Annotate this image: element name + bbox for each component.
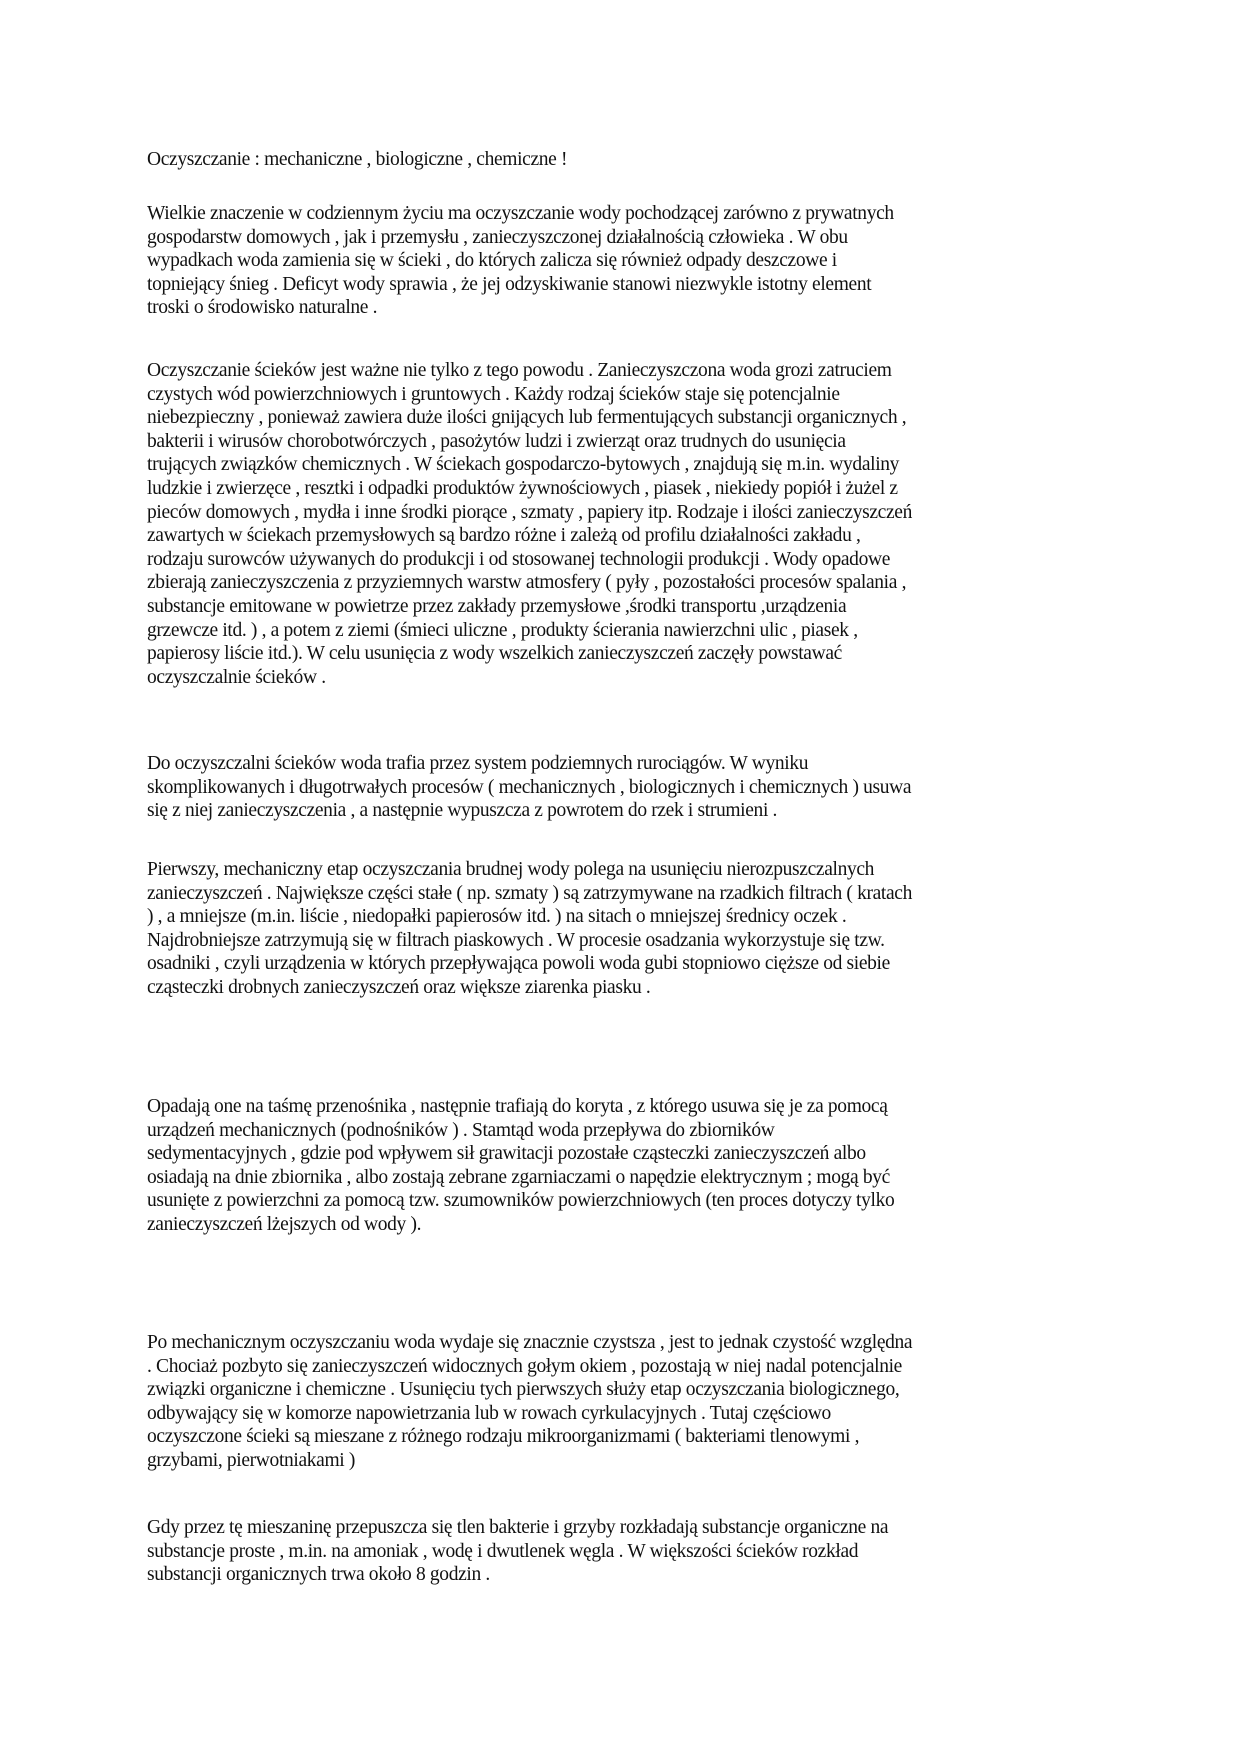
text-line: ) , a mniejsze (m.in. liście , niedopałki papierosów itd. ) na sitach o mniejszej średnicy oczek . [147, 906, 847, 928]
text-line: osadniki , czyli urządzenia w których przepływająca powoli woda gubi stopniowo cięższe od siebie [147, 953, 890, 975]
text-line: grzewcze itd. ) , a potem z ziemi (śmieci uliczne , produkty ścierania nawierzchni ulic , piasek , [147, 619, 858, 641]
text-line: topniejący śnieg . Deficyt wody sprawia , że jej odzyskiwanie stanowi niezwykle istotny element [147, 273, 872, 295]
text-line: oczyszczalnie ścieków . [147, 666, 326, 688]
text-line: zanieczyszczeń lżejszych od wody ). [147, 1213, 422, 1235]
paragraph-plant-overview [147, 752, 1107, 823]
text-line: Gdy przez tę mieszaninę przepuszcza się tlen bakterie i grzyby rozkładają substancje organiczne na [147, 1517, 889, 1538]
paragraph-mechanical-stage [147, 858, 1107, 1000]
text-line: sedymentacyjnych , gdzie pod wpływem sił grawitacji pozostałe cząsteczki zanieczyszczeń albo [147, 1143, 866, 1165]
text-line: troski o środowisko naturalne . [147, 297, 378, 319]
text-line: substancje emitowane w powietrze przez zakłady przemysłowe ,środki transportu ,urządzenia [147, 595, 847, 617]
text-line: osiadają na dnie zbiornika , albo zostają zebrane zgarniaczami o napędzie elektrycznym ; mogą być [147, 1166, 890, 1188]
text-line: Wielkie znaczenie w codziennym życiu ma oczyszczanie wody pochodzącej zarówno z prywatnych [147, 203, 894, 224]
text-line: bakterii i wirusów chorobotwórczych , pasożytów ludzi i zwierząt oraz trudnych do usunięcia [147, 430, 846, 452]
text-line: się z niej zanieczyszczenia , a następnie wypuszcza z powrotem do rzek i strumieni . [147, 800, 778, 822]
text-line: niebezpieczny , ponieważ zawiera duże ilości gnijących lub fermentujących substancji organicznych , [147, 407, 907, 429]
text-line: rodzaju surowców używanych do produkcji i od stosowanej technologii produkcji . Wody opadowe [147, 548, 891, 570]
text-line: usunięte z powierzchni za pomocą tzw. szumowników powierzchniowych (ten proces dotyczy tylko [147, 1190, 895, 1212]
paragraph-intro [147, 202, 1107, 320]
text-line: ludzkie i zwierzęce , resztki i odpadki produktów żywnościowych , piasek , niekiedy popiół i żużel z [147, 477, 898, 499]
text-line: Po mechanicznym oczyszczaniu woda wydaje się znacznie czystsza , jest to jednak czystość względna [147, 1332, 913, 1353]
text-line: pieców domowych , mydła i inne środki piorące , szmaty , papiery itp. Rodzaje i ilości zanieczyszczeń [147, 501, 912, 523]
text-line: Opadają one na taśmę przenośnika , następnie trafiają do koryta , z którego usuwa się je za pomocą [147, 1096, 888, 1117]
text-line: Pierwszy, mechaniczny etap oczyszczania brudnej wody polega na usunięciu nierozpuszczalnych [147, 859, 875, 880]
paragraph-biological-stage [147, 1331, 1107, 1473]
text-line: . Chociaż pozbyto się zanieczyszczeń widocznych gołym okiem , pozostają w niej nadal potencjalnie [147, 1355, 902, 1377]
text-line: zawartych w ściekach przemysłowych są bardzo różne i zależą od profilu działalności zakładu , [147, 525, 861, 547]
paragraph-decomposition [147, 1516, 1107, 1587]
text-line: Najdrobniejsze zatrzymują się w filtrach piaskowych . W procesie osadzania wykorzystuje się tzw. [147, 929, 885, 951]
text-line: związki organiczne i chemiczne . Usunięciu tych pierwszych służy etap oczyszczania biologicznego, [147, 1379, 900, 1401]
text-line: zanieczyszczeń . Największe części stałe ( np. szmaty ) są zatrzymywane na rzadkich filtrach ( kratach [147, 882, 913, 904]
text-line: odbywający się w komorze napowietrzania lub w rowach cyrkulacyjnych . Tutaj częściowo [147, 1402, 831, 1424]
text-line: czystych wód powierzchniowych i gruntowych . Każdy rodzaj ścieków staje się potencjalnie [147, 383, 840, 405]
text-line: substancje proste , m.in. na amoniak , wodę i dwutlenek węgla . W większości ścieków rozkład [147, 1540, 859, 1562]
text-line: grzybami, pierwotniakami ) [147, 1449, 356, 1471]
text-line: skomplikowanych i długotrwałych procesów ( mechanicznych , biologicznych i chemicznych ) usuwa [147, 776, 912, 798]
paragraph-sedimentation [147, 1095, 1107, 1237]
text-line: trujących związków chemicznych . W ściekach gospodarczo-bytowych , znajdują się m.in. wydaliny [147, 454, 900, 476]
text-line: wypadkach woda zamienia się w ścieki , do których zalicza się również odpady deszczowe i [147, 250, 837, 272]
text-line: gospodarstw domowych , jak i przemysłu , zanieczyszczonej działalnością człowieka . W obu [147, 226, 848, 248]
text-line: cząsteczki drobnych zanieczyszczeń oraz większe ziarenka piasku . [147, 976, 651, 998]
paragraph-importance [147, 359, 1107, 689]
text-line: Oczyszczanie ścieków jest ważne nie tylko z tego powodu . Zanieczyszczona woda grozi zatruciem [147, 360, 892, 381]
text-line: Do oczyszczalni ścieków woda trafia przez system podziemnych rurociągów. W wyniku [147, 753, 809, 774]
text-line: oczyszczone ścieki są mieszane z różnego rodzaju mikroorganizmami ( bakteriami tlenowymi , [147, 1426, 860, 1448]
text-line: papierosy liście itd.). W celu usunięcia z wody wszelkich zanieczyszczeń zaczęły powstawać [147, 643, 842, 665]
text-line: urządzeń mechanicznych (podnośników ) . Stamtąd woda przepływa do zbiorników [147, 1119, 775, 1141]
text-line: zbierają zanieczyszczenia z przyziemnych warstw atmosfery ( pyły , pozostałości procesów spalania , [147, 572, 907, 594]
document-title: Oczyszczanie : mechaniczne , biologiczne , chemiczne ! [147, 149, 568, 170]
text-line: substancji organicznych trwa około 8 godzin . [147, 1564, 490, 1586]
